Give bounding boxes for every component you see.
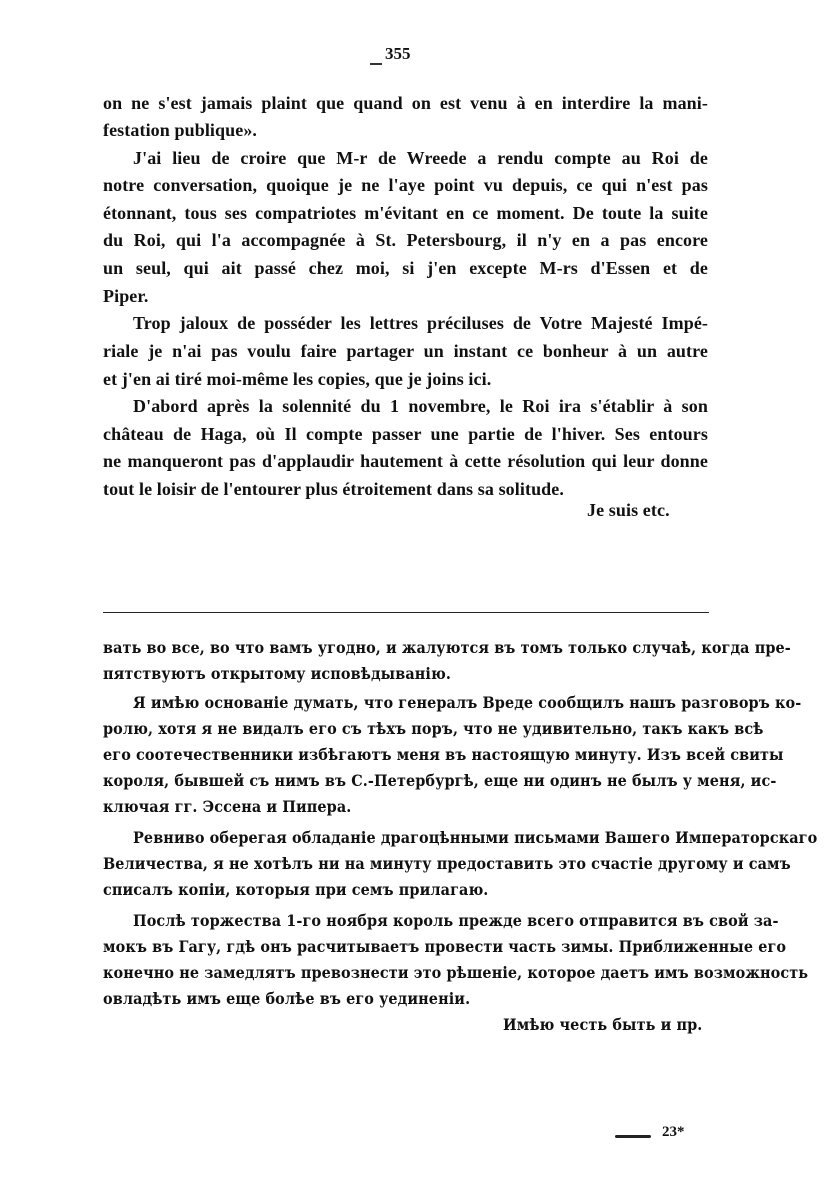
text-line: du Roi, qui l'a accompagnée à St. Petersbourg, il n'y en a pas encore — [103, 230, 708, 250]
text-line: пятствуютъ открытому исповѣдыванiю. — [103, 664, 451, 683]
text-line: вать во все, во что вамъ угодно, и жалуются въ томъ только случаѣ, когда пре- — [103, 638, 791, 657]
text-line: Величества, я не хотѣлъ ни на минуту предоставить это счастiе другому и самъ — [103, 854, 791, 873]
text-line: J'ai lieu de croire que M-r de Wreede a rendu compte au Roi de — [133, 148, 708, 168]
text-line: notre conversation, quoique je ne l'aye point vu depuis, ce qui n'est pas — [103, 175, 708, 195]
text-line: Ревниво оберегая обладанiе драгоцѣнными письмами Вашего Императорскаго — [133, 828, 818, 847]
text-line: riale je n'ai pas voulu faire partager un instant ce bonheur à un autre — [103, 341, 708, 361]
text-line: его соотечественники избѣгаютъ меня въ настоящую минуту. Изъ всей свиты — [103, 745, 784, 764]
text-line: un seul, qui ait passé chez moi, si j'en excepte M-rs d'Essen et de — [103, 258, 708, 278]
text-line: château de Haga, où Il compte passer une partie de l'hiver. Ses entours — [103, 424, 708, 444]
text-line: Послѣ торжества 1-го ноября король прежде всего отправится въ свой за- — [133, 911, 779, 930]
text-line: Piper. — [103, 286, 149, 306]
page-number-mark — [370, 63, 382, 65]
text-line: короля, бывшей съ нимъ въ С.-Петербургѣ, еще ни одинъ не былъ у меня, ис- — [103, 771, 777, 790]
text-line: festation publique». — [103, 120, 258, 140]
text-line: on ne s'est jamais plaint que quand on est venu à en interdire la mani- — [103, 93, 708, 113]
text-line: et j'en ai tiré moi-même les copies, que je joins ici. — [103, 369, 492, 389]
text-line: Trop jaloux de posséder les lettres préciluses de Votre Majesté Impé- — [133, 313, 708, 333]
closing-formula: Je suis etc. — [587, 500, 670, 520]
text-line: мокъ въ Гагу, гдѣ онъ расчитываетъ провести часть зимы. Приближенные его — [103, 937, 787, 956]
text-line: овладѣть имъ еще болѣе въ его уединенiи. — [103, 989, 471, 1008]
text-line: ролю, хотя я не видалъ его съ тѣхъ поръ, что не удивительно, такъ какъ всѣ — [103, 719, 764, 738]
signature-mark: 23* — [662, 1124, 685, 1140]
text-line: ключая гг. Эссена и Пипера. — [103, 797, 352, 816]
closing-formula: Имѣю честь быть и пр. — [503, 1015, 703, 1034]
text-line: Я имѣю основанiе думать, что генералъ Вреде сообщилъ нашъ разговоръ ко- — [133, 693, 802, 712]
text-line: списалъ копiи, которыя при семъ прилагаю. — [103, 880, 489, 899]
text-line: D'abord après la solennité du 1 novembre, le Roi ira s'établir à son — [133, 396, 708, 416]
text-line: конечно не замедлятъ превознести это рѣшенiе, которое даетъ имъ возможность — [103, 963, 809, 982]
text-line: ne manqueront pas d'applaudir hautement à cette résolution qui leur donne — [103, 451, 708, 471]
page-number: 355 — [385, 44, 411, 63]
divider-rule — [103, 612, 709, 613]
text-line: tout le loisir de l'entourer plus étroitement dans sa solitude. — [103, 479, 564, 499]
text-line: étonnant, tous ses compatriotes m'évitant en ce moment. De toute la suite — [103, 203, 708, 223]
footer-mark — [615, 1135, 651, 1138]
